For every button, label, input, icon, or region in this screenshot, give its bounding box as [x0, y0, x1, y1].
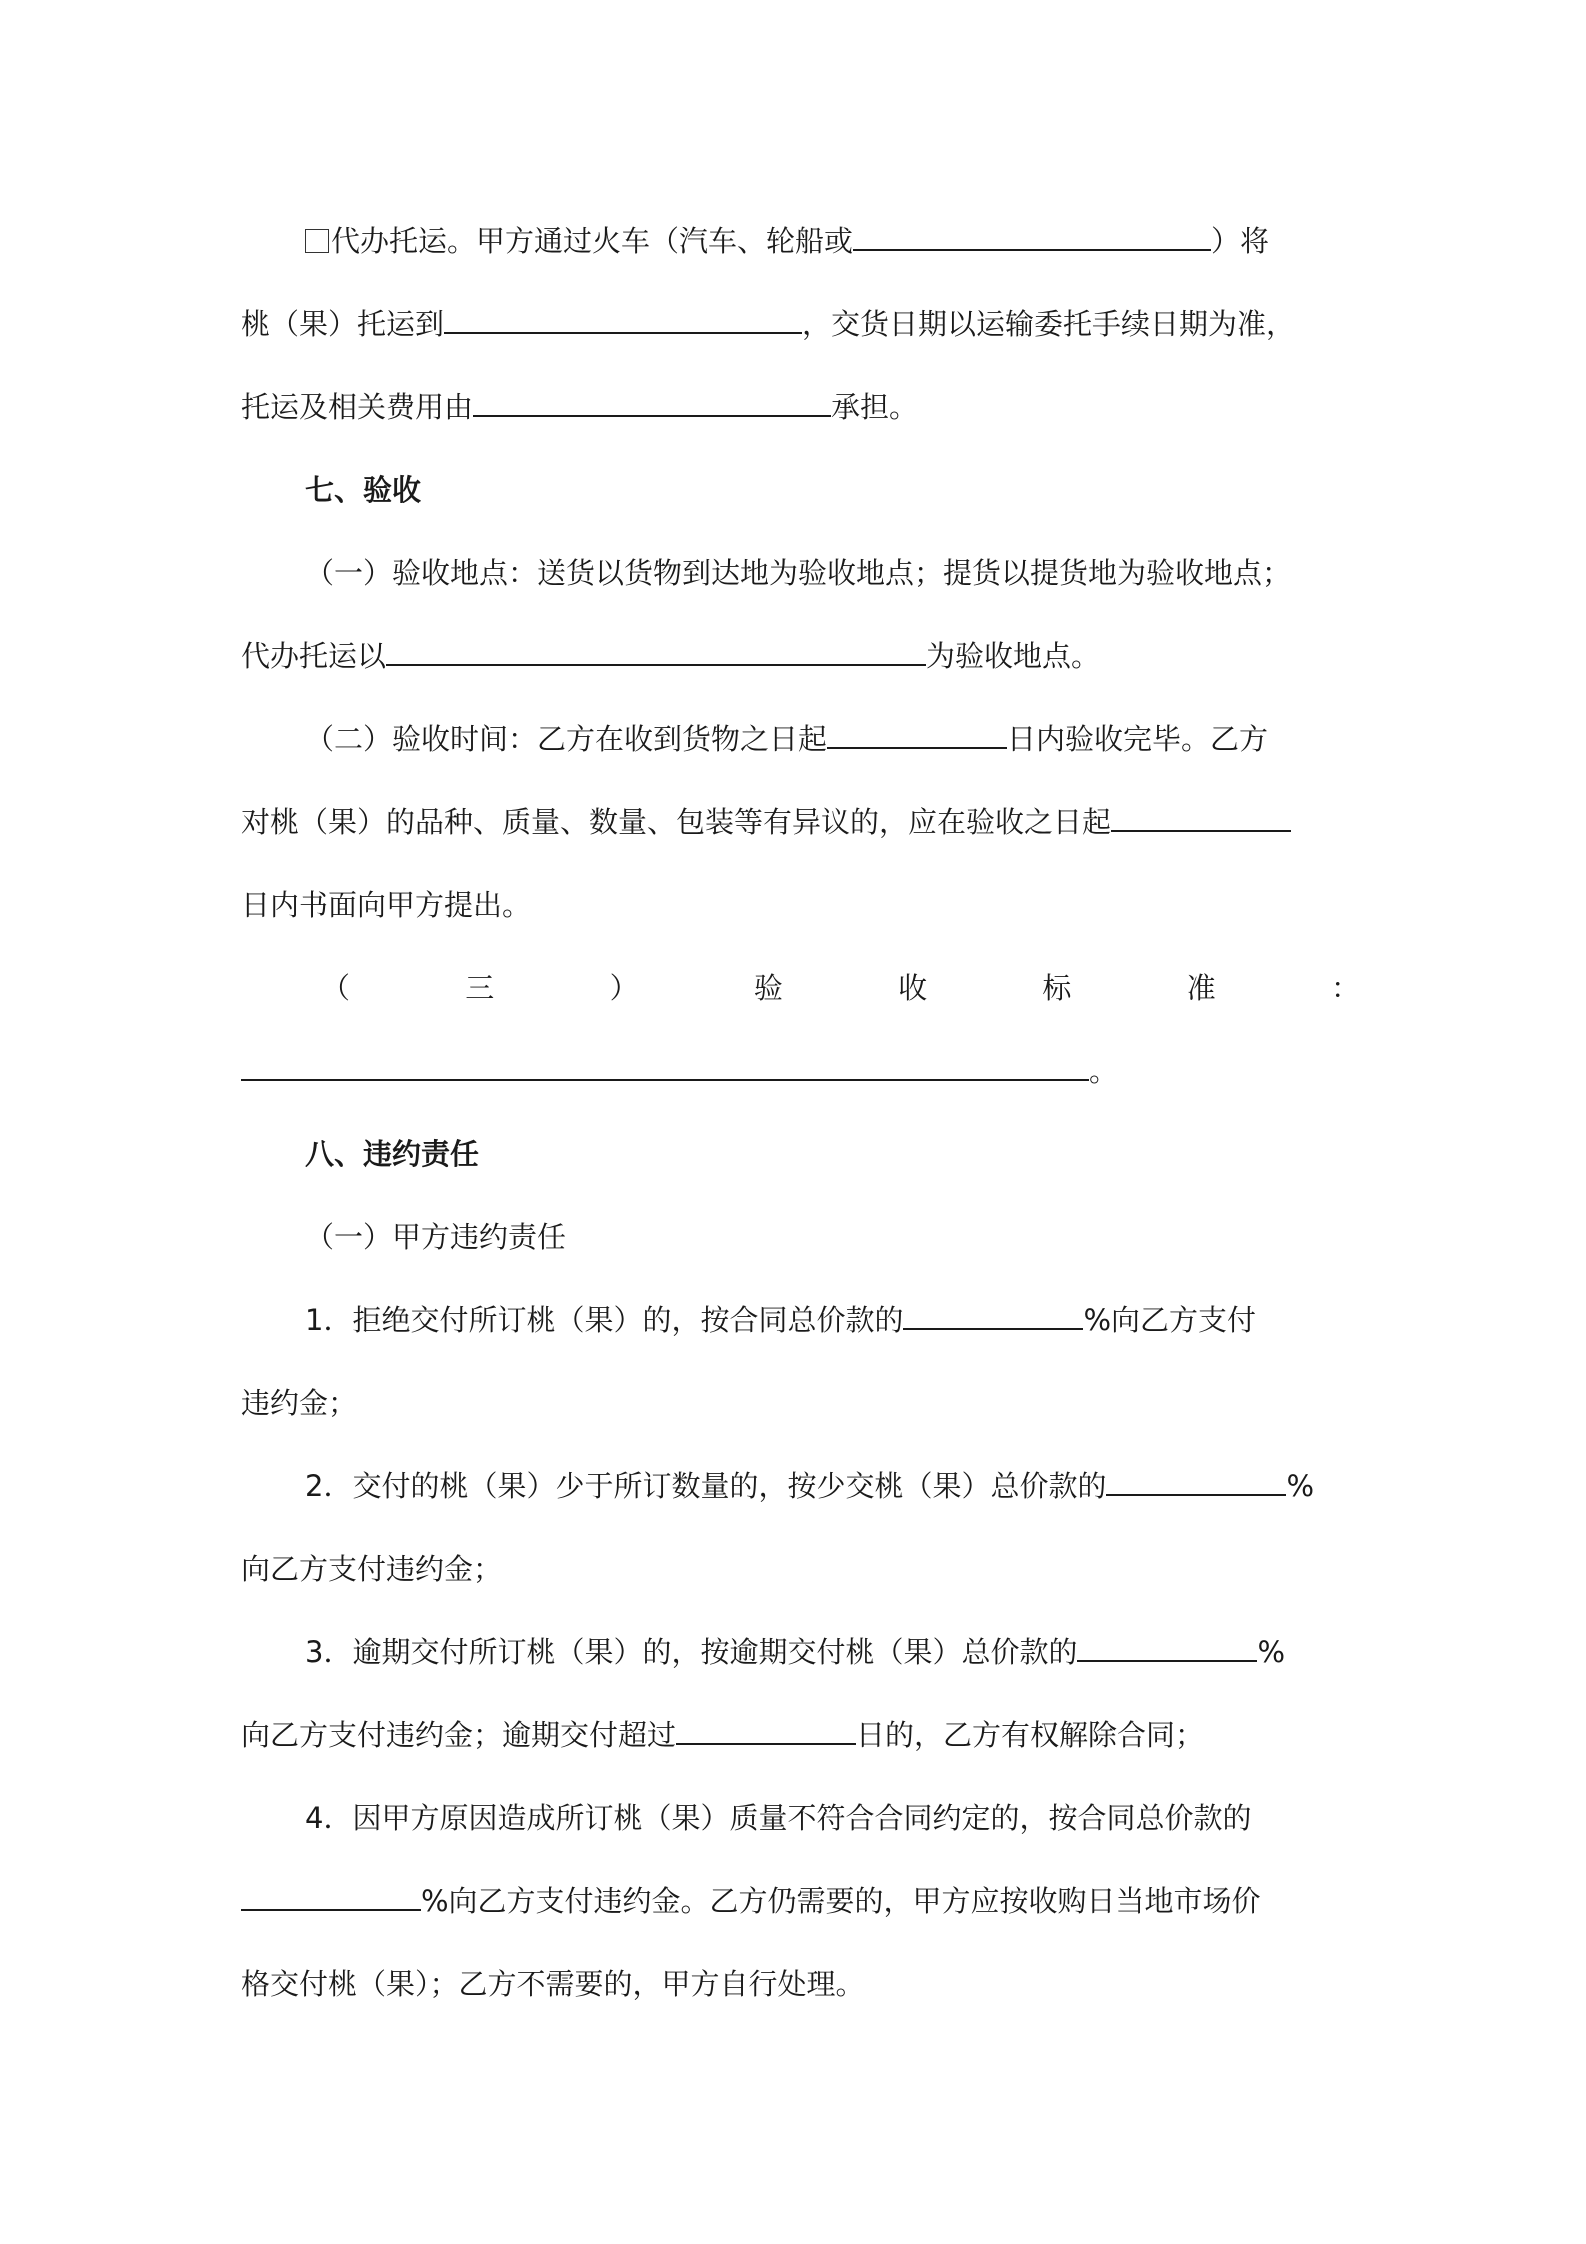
paragraph-acceptance-place-cont	[241, 615, 1366, 698]
char: 标	[1042, 971, 1072, 1005]
blank-transport-mode[interactable]	[853, 227, 1211, 251]
text: 桃（果）托运到	[241, 307, 445, 341]
paragraph-clause-2-cont: 向乙方支付违约金；	[241, 1552, 503, 1586]
text: 代办托运。甲方通过火车（汽车、轮船或	[331, 224, 854, 258]
paragraph-clause-2	[241, 1445, 1366, 1528]
text: %向乙方支付	[1083, 1303, 1257, 1337]
paragraph-clause-1	[241, 1279, 1366, 1362]
paragraph-clause-3-cont	[241, 1694, 1366, 1777]
text: %向乙方支付违约金。乙方仍需要的，甲方应按收购日当地市场价	[421, 1884, 1261, 1918]
text: 日的，乙方有权解除合同；	[856, 1718, 1205, 1752]
text: 托运及相关费用由	[241, 390, 474, 424]
blank-clause-1-percent[interactable]	[903, 1306, 1083, 1330]
blank-acceptance-place[interactable]	[386, 642, 926, 666]
paragraph-clause-4-cont	[241, 1860, 1366, 1943]
blank-objection-days[interactable]	[1111, 808, 1291, 832]
text: 承担。	[831, 390, 919, 424]
blank-acceptance-standard[interactable]	[241, 1057, 1089, 1081]
paragraph-acceptance-place: （一）验收地点：送货以货物到达地为验收地点；提货以提货地为验收地点；	[305, 556, 1292, 590]
text: ）将	[1211, 224, 1270, 258]
paragraph-party-a-liability: （一）甲方违约责任	[305, 1220, 567, 1254]
blank-destination[interactable]	[444, 310, 802, 334]
text: （二）验收时间：乙方在收到货物之日起	[305, 722, 828, 756]
char: 验	[753, 971, 783, 1005]
paragraph-acceptance-standard-blank	[241, 1030, 1366, 1113]
section-heading-acceptance: 七、验收	[305, 473, 422, 507]
blank-clause-2-percent[interactable]	[1106, 1472, 1286, 1496]
text: 为验收地点。	[926, 639, 1101, 673]
blank-clause-4-percent[interactable]	[241, 1887, 421, 1911]
char: （	[321, 971, 351, 1005]
char: 三	[465, 971, 495, 1005]
text: 代办托运以	[241, 639, 387, 673]
paragraph-consign	[241, 200, 1366, 283]
checkbox-consign[interactable]	[305, 229, 329, 253]
text: 日内验收完毕。乙方	[1007, 722, 1269, 756]
text: 向乙方支付违约金；逾期交付超过	[241, 1718, 677, 1752]
char: ）	[609, 971, 639, 1005]
paragraph-acceptance-objection	[241, 781, 1366, 864]
text: %	[1257, 1635, 1286, 1669]
document-body	[241, 200, 1366, 2026]
text: ，交货日期以运输委托手续日期为准，	[802, 307, 1296, 341]
blank-acceptance-days[interactable]	[827, 725, 1007, 749]
char: 准	[1186, 971, 1216, 1005]
char: ：	[1330, 971, 1360, 1005]
paragraph-fees	[241, 366, 1366, 449]
text: 对桃（果）的品种、质量、数量、包装等有异议的，应在验收之日起	[241, 805, 1112, 839]
blank-clause-3-percent[interactable]	[1077, 1638, 1257, 1662]
blank-clause-3-days[interactable]	[676, 1721, 856, 1745]
text: 2．交付的桃（果）少于所订数量的，按少交桃（果）总价款的	[305, 1469, 1107, 1503]
paragraph-clause-4-end: 格交付桃（果）；乙方不需要的，甲方自行处理。	[241, 1967, 865, 2001]
text: %	[1286, 1469, 1315, 1503]
paragraph-acceptance-time	[241, 698, 1366, 781]
text: 1．拒绝交付所订桃（果）的，按合同总价款的	[305, 1303, 904, 1337]
paragraph-clause-4: 4．因甲方原因造成所订桃（果）质量不符合合同约定的，按合同总价款的	[305, 1801, 1252, 1835]
paragraph-clause-3	[241, 1611, 1366, 1694]
paragraph-consign-cont	[241, 283, 1366, 366]
char: 收	[898, 971, 928, 1005]
text: 3．逾期交付所订桃（果）的，按逾期交付桃（果）总价款的	[305, 1635, 1078, 1669]
section-heading-liability: 八、违约责任	[305, 1137, 480, 1171]
text: 。	[1089, 1054, 1119, 1088]
paragraph-acceptance-objection-cont: 日内书面向甲方提出。	[241, 888, 532, 922]
paragraph-clause-1-cont: 违约金；	[241, 1386, 358, 1420]
paragraph-acceptance-standard	[241, 947, 1366, 1030]
blank-fee-bearer[interactable]	[473, 393, 831, 417]
